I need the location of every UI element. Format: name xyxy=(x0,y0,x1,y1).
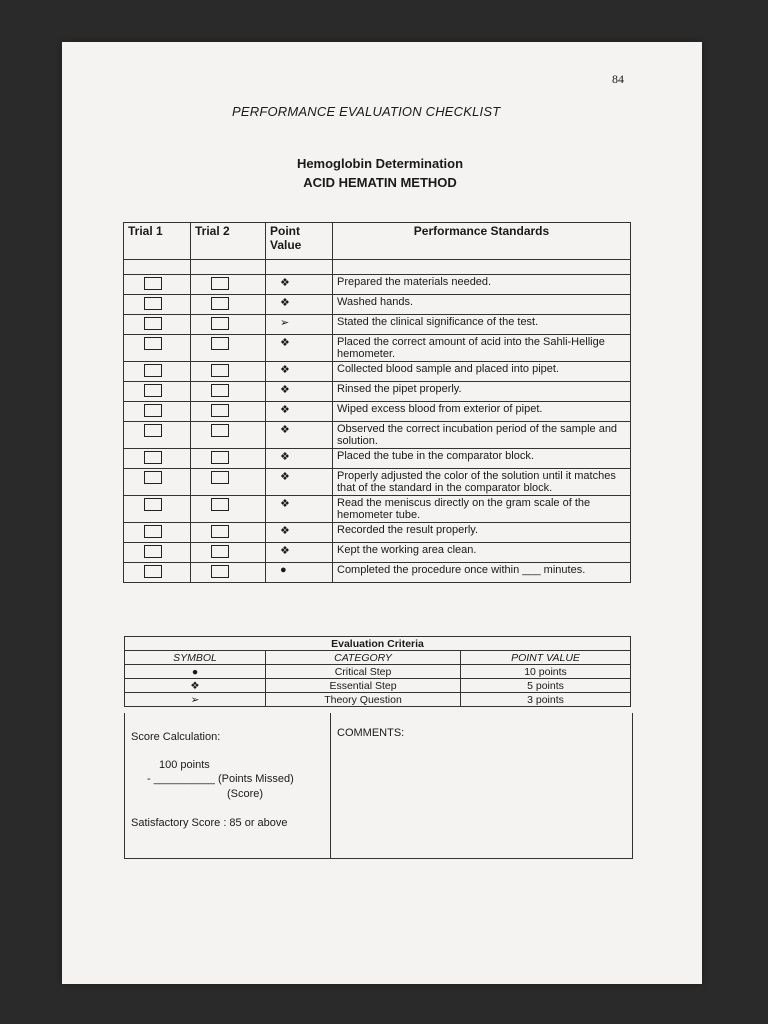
score-section xyxy=(124,713,633,859)
trial-2-checkbox[interactable] xyxy=(211,545,229,558)
checklist-header-row xyxy=(124,223,631,260)
trial-2-checkbox[interactable] xyxy=(211,297,229,310)
trial-1-checkbox[interactable] xyxy=(144,297,162,310)
score-points-missed-line: - __________ (Points Missed) xyxy=(147,773,294,785)
checklist-row xyxy=(124,295,631,315)
trial-2-cell xyxy=(191,543,266,563)
trial-2-checkbox[interactable] xyxy=(211,404,229,417)
criteria-category: Essential Step xyxy=(266,679,461,693)
performance-standard: Observed the correct incubation period of the sample and solution. xyxy=(333,422,631,449)
trial-2-cell xyxy=(191,382,266,402)
checklist-row xyxy=(124,382,631,402)
trial-1-cell xyxy=(124,382,191,402)
criteria-points: 5 points xyxy=(461,679,631,693)
trial-1-checkbox[interactable] xyxy=(144,317,162,330)
trial-2-cell xyxy=(191,402,266,422)
header-point-line2: Value xyxy=(270,238,302,252)
criteria-symbol: ● xyxy=(125,665,266,679)
criteria-title: Evaluation Criteria xyxy=(125,637,631,651)
checklist-row xyxy=(124,523,631,543)
performance-standard: Placed the tube in the comparator block. xyxy=(333,449,631,469)
trial-2-checkbox[interactable] xyxy=(211,384,229,397)
trial-1-checkbox[interactable] xyxy=(144,364,162,377)
checklist-row xyxy=(124,315,631,335)
checklist-row xyxy=(124,543,631,563)
header-trial-2: Trial 2 xyxy=(191,223,266,260)
trial-1-cell xyxy=(124,469,191,496)
checklist-row xyxy=(124,496,631,523)
trial-2-checkbox[interactable] xyxy=(211,498,229,511)
score-divider xyxy=(330,713,331,858)
trial-1-checkbox[interactable] xyxy=(144,384,162,397)
criteria-category: Theory Question xyxy=(266,693,461,707)
point-symbol: ❖ xyxy=(266,449,333,469)
point-symbol: ❖ xyxy=(266,496,333,523)
criteria-symbol: ❖ xyxy=(125,679,266,693)
checklist-row xyxy=(124,563,631,583)
trial-1-checkbox[interactable] xyxy=(144,277,162,290)
point-symbol: ❖ xyxy=(266,362,333,382)
performance-standard: Collected blood sample and placed into pipet. xyxy=(333,362,631,382)
checklist-row xyxy=(124,469,631,496)
trial-2-cell xyxy=(191,422,266,449)
score-calculation-label: Score Calculation: xyxy=(131,731,221,743)
trial-2-cell xyxy=(191,469,266,496)
trial-2-checkbox[interactable] xyxy=(211,277,229,290)
trial-2-checkbox[interactable] xyxy=(211,451,229,464)
performance-standard: Wiped excess blood from exterior of pipet. xyxy=(333,402,631,422)
point-symbol: ❖ xyxy=(266,382,333,402)
point-symbol: ❖ xyxy=(266,335,333,362)
trial-1-checkbox[interactable] xyxy=(144,525,162,538)
trial-2-cell xyxy=(191,335,266,362)
trial-2-checkbox[interactable] xyxy=(211,337,229,350)
criteria-row xyxy=(125,665,631,679)
trial-2-checkbox[interactable] xyxy=(211,317,229,330)
spacer-cell xyxy=(124,260,191,275)
criteria-symbol: ➢ xyxy=(125,693,266,707)
point-symbol: ● xyxy=(266,563,333,583)
criteria-col-points: POINT VALUE xyxy=(461,651,631,665)
trial-2-cell xyxy=(191,496,266,523)
performance-standard: Placed the correct amount of acid into the Sahli-Hellige hemometer. xyxy=(333,335,631,362)
trial-1-cell xyxy=(124,422,191,449)
point-symbol: ❖ xyxy=(266,275,333,295)
spacer-cell xyxy=(266,260,333,275)
criteria-points: 10 points xyxy=(461,665,631,679)
method-title: ACID HEMATIN METHOD xyxy=(303,175,457,190)
page-number: 84 xyxy=(612,72,624,86)
trial-2-cell xyxy=(191,563,266,583)
satisfactory-score: Satisfactory Score : 85 or above xyxy=(131,817,288,829)
criteria-col-category: CATEGORY xyxy=(266,651,461,665)
trial-1-checkbox[interactable] xyxy=(144,424,162,437)
evaluation-criteria-table xyxy=(124,636,631,707)
trial-1-checkbox[interactable] xyxy=(144,471,162,484)
score-result-label: (Score) xyxy=(227,788,264,800)
trial-2-cell xyxy=(191,449,266,469)
trial-1-cell xyxy=(124,523,191,543)
trial-2-cell xyxy=(191,275,266,295)
point-symbol: ❖ xyxy=(266,543,333,563)
trial-2-cell xyxy=(191,523,266,543)
trial-1-cell xyxy=(124,402,191,422)
trial-2-checkbox[interactable] xyxy=(211,364,229,377)
trial-1-checkbox[interactable] xyxy=(144,451,162,464)
performance-standard: Completed the procedure once within ___ minutes. xyxy=(333,563,631,583)
trial-1-cell xyxy=(124,295,191,315)
header-trial-1: Trial 1 xyxy=(124,223,191,260)
trial-2-cell xyxy=(191,315,266,335)
point-symbol: ❖ xyxy=(266,402,333,422)
criteria-category: Critical Step xyxy=(266,665,461,679)
trial-1-cell xyxy=(124,362,191,382)
spacer-cell xyxy=(333,260,631,275)
checklist-row xyxy=(124,275,631,295)
document-title: PERFORMANCE EVALUATION CHECKLIST xyxy=(232,104,501,119)
point-symbol: ❖ xyxy=(266,422,333,449)
trial-2-checkbox[interactable] xyxy=(211,424,229,437)
point-symbol: ➢ xyxy=(266,315,333,335)
trial-2-cell xyxy=(191,295,266,315)
trial-2-checkbox[interactable] xyxy=(211,525,229,538)
point-symbol: ❖ xyxy=(266,295,333,315)
trial-1-cell xyxy=(124,315,191,335)
checklist-row xyxy=(124,362,631,382)
performance-standard: Kept the working area clean. xyxy=(333,543,631,563)
procedure-title: Hemoglobin Determination xyxy=(296,156,464,171)
trial-2-cell xyxy=(191,362,266,382)
spacer-row xyxy=(124,260,631,275)
trial-1-cell xyxy=(124,496,191,523)
point-symbol: ❖ xyxy=(266,523,333,543)
performance-standard: Washed hands. xyxy=(333,295,631,315)
trial-2-checkbox[interactable] xyxy=(211,565,229,578)
performance-standard: Properly adjusted the color of the solution until it matches that of the standard in the comparator block. xyxy=(333,469,631,496)
spacer-cell xyxy=(191,260,266,275)
trial-1-cell xyxy=(124,449,191,469)
checklist-row xyxy=(124,449,631,469)
criteria-row xyxy=(125,693,631,707)
performance-standard: Prepared the materials needed. xyxy=(333,275,631,295)
performance-standard: Stated the clinical significance of the test. xyxy=(333,315,631,335)
trial-1-checkbox[interactable] xyxy=(144,337,162,350)
trial-2-checkbox[interactable] xyxy=(211,471,229,484)
criteria-col-symbol: SYMBOL xyxy=(125,651,266,665)
header-performance-standards: Performance Standards xyxy=(333,223,631,260)
trial-1-cell xyxy=(124,275,191,295)
point-symbol: ❖ xyxy=(266,469,333,496)
checklist-table xyxy=(123,222,631,583)
checklist-row xyxy=(124,422,631,449)
trial-1-checkbox[interactable] xyxy=(144,565,162,578)
score-base-points: 100 points xyxy=(159,759,210,771)
trial-1-cell xyxy=(124,543,191,563)
trial-1-cell xyxy=(124,563,191,583)
header-point-line1: Point xyxy=(270,224,300,238)
criteria-row xyxy=(125,679,631,693)
criteria-points: 3 points xyxy=(461,693,631,707)
checklist-row xyxy=(124,402,631,422)
trial-1-checkbox[interactable] xyxy=(144,545,162,558)
performance-standard: Rinsed the pipet properly. xyxy=(333,382,631,402)
comments-label: COMMENTS: xyxy=(337,727,405,739)
header-point-value xyxy=(266,223,333,260)
checklist-row xyxy=(124,335,631,362)
trial-1-checkbox[interactable] xyxy=(144,498,162,511)
performance-standard: Recorded the result properly. xyxy=(333,523,631,543)
trial-1-cell xyxy=(124,335,191,362)
performance-standard: Read the meniscus directly on the gram scale of the hemometer tube. xyxy=(333,496,631,523)
trial-1-checkbox[interactable] xyxy=(144,404,162,417)
